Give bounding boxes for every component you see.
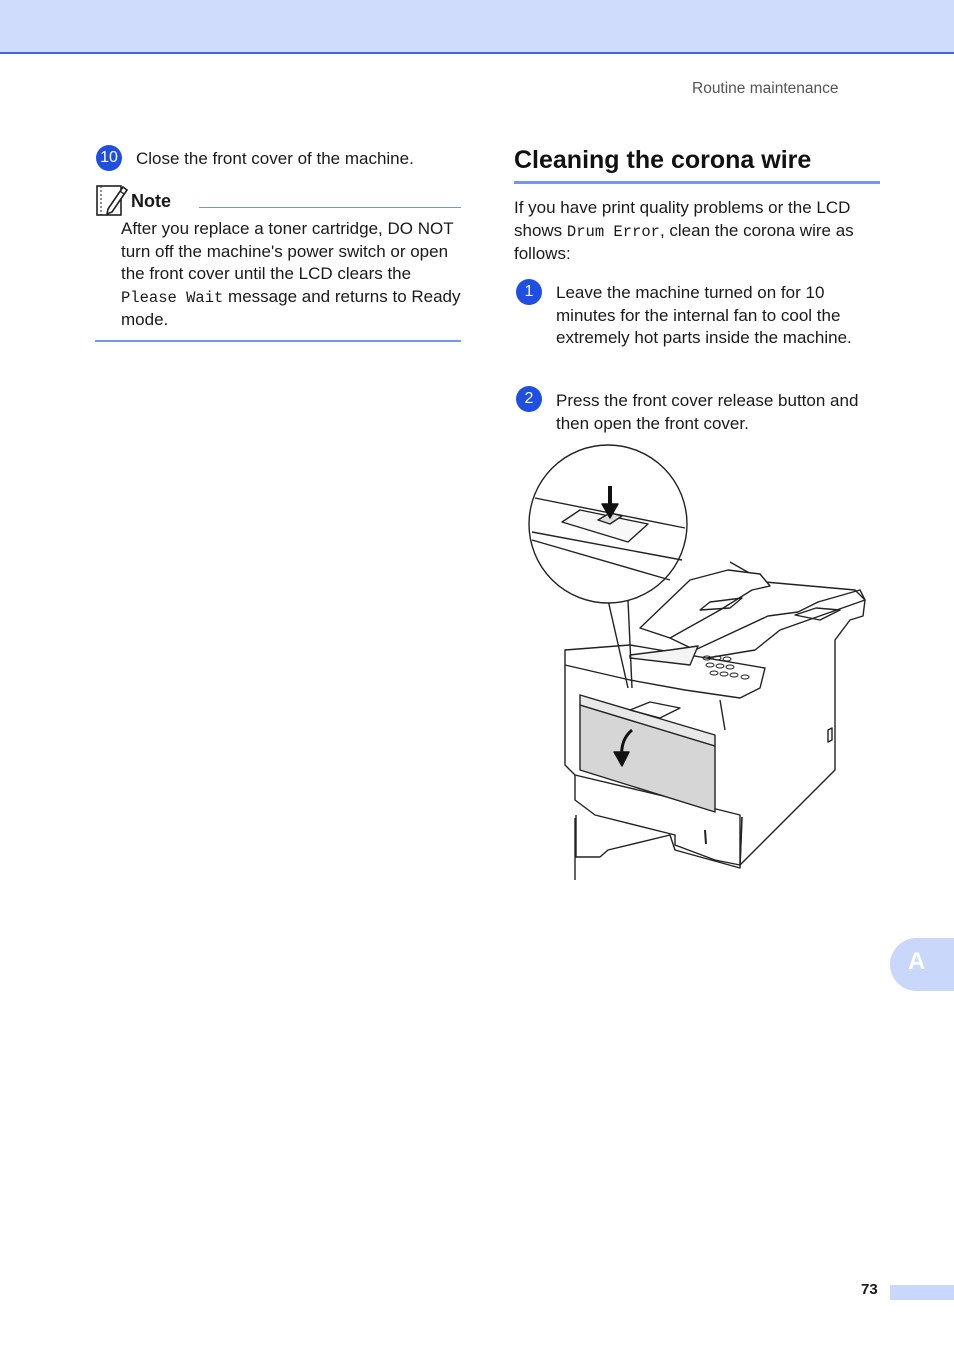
- step-badge-10: 10: [96, 145, 122, 171]
- running-header: Routine maintenance: [692, 80, 839, 97]
- note-text-2: message and returns to Ready mode.: [121, 286, 461, 329]
- step-1-text: Leave the machine turned on for 10 minutes for the internal fan to cool the extremely hot parts inside the machine.: [556, 283, 852, 347]
- step-10-text: Close the front cover of the machine.: [136, 149, 414, 168]
- note-text-1: After you replace a toner cartridge, DO NOT turn off the machine's power switch or open the front cover until the LCD clears the: [121, 219, 454, 283]
- intro-text-1: If you have print quality problems or the LCD shows: [514, 198, 851, 240]
- appendix-tab: [890, 938, 954, 991]
- lcd-message-please-wait: Please Wait: [121, 288, 224, 307]
- note-rule-top: [199, 207, 461, 208]
- printer-front-seam: [720, 700, 725, 730]
- step-2-text: Press the front cover release button and then open the front cover.: [556, 391, 859, 433]
- section-rule: [514, 181, 880, 184]
- step-badge-1: 1: [516, 279, 542, 305]
- top-band: [0, 0, 954, 54]
- page-number: 73: [861, 1281, 878, 1298]
- intro-paragraph: [514, 197, 884, 266]
- lcd-message-drum-error: Drum Error: [566, 222, 660, 241]
- printer-tray-handle: [705, 830, 706, 844]
- intro-text-2: , clean the corona wire as follows:: [514, 220, 854, 263]
- printer-side-port: [828, 728, 832, 742]
- appendix-tab-label: A: [908, 948, 926, 975]
- printer-illustration: [520, 440, 880, 880]
- step-badge-2: 2: [516, 386, 542, 412]
- note-pencil-icon: [96, 183, 128, 217]
- note-rule-bottom: [95, 340, 461, 342]
- note-body: [121, 218, 461, 332]
- page-bar: [890, 1285, 954, 1300]
- section-title: Cleaning the corona wire: [514, 146, 812, 174]
- note-title: Note: [131, 191, 171, 211]
